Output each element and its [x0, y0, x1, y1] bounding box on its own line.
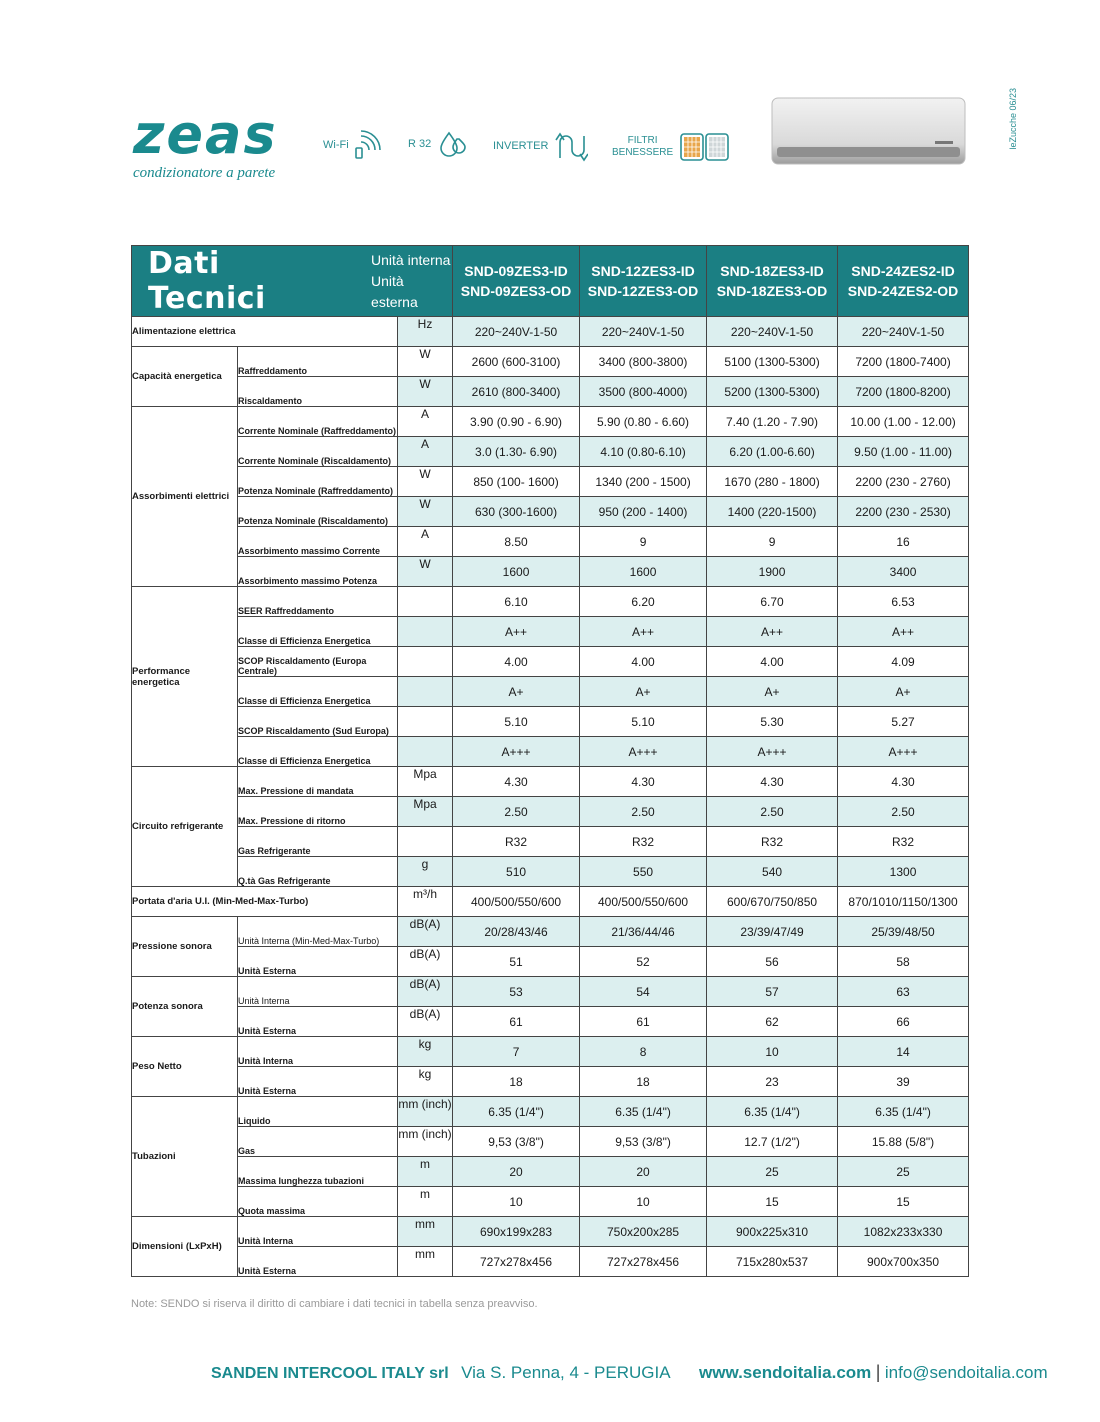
table-row — [132, 917, 969, 947]
parameter-label: Unità Esterna — [238, 947, 398, 977]
value-cell: 2.50 — [453, 797, 580, 827]
value-cell: 7 — [453, 1037, 580, 1067]
value-cell: 6.35 (1/4") — [580, 1097, 707, 1127]
value-cell: 6.35 (1/4") — [838, 1097, 969, 1127]
value-cell: 9 — [580, 527, 707, 557]
value-cell: 6.10 — [453, 587, 580, 617]
feature-wifi — [323, 130, 381, 160]
parameter-label: Classe di Efficienza Energetica — [238, 617, 398, 647]
feature-wifi-label: Wi-Fi — [323, 139, 349, 151]
unit-cell: mm (inch) — [398, 1127, 453, 1157]
unit-cell — [398, 587, 453, 617]
parameter-label: Potenza Nominale (Raffreddamento) — [238, 467, 398, 497]
value-cell: 4.00 — [707, 647, 838, 677]
value-cell: 8 — [580, 1037, 707, 1067]
value-cell: 2.50 — [838, 797, 969, 827]
value-cell: 630 (300-1600) — [453, 497, 580, 527]
parameter-label: Assorbimento massimo Potenza — [238, 557, 398, 587]
value-cell: 1340 (200 - 1500) — [580, 467, 707, 497]
table-row — [132, 1097, 969, 1127]
unit-cell: dB(A) — [398, 1007, 453, 1037]
value-cell: 6.35 (1/4") — [453, 1097, 580, 1127]
value-cell: 5100 (1300-5300) — [707, 347, 838, 377]
value-cell: 21/36/44/46 — [580, 917, 707, 947]
brand-logo: zeas — [133, 103, 278, 166]
category-label: Portata d'aria U.I. (Min-Med-Max-Turbo) — [132, 887, 398, 917]
footer — [211, 1362, 1048, 1383]
value-cell: 20 — [580, 1157, 707, 1187]
table-row — [132, 677, 969, 707]
unit-cell: dB(A) — [398, 947, 453, 977]
unit-cell: dB(A) — [398, 917, 453, 947]
value-cell: A+ — [453, 677, 580, 707]
value-cell: 25 — [707, 1157, 838, 1187]
value-cell: A++ — [453, 617, 580, 647]
table-row — [132, 857, 969, 887]
value-cell: 9.50 (1.00 - 11.00) — [838, 437, 969, 467]
parameter-label: Unità Interna (Min-Med-Max-Turbo) — [238, 917, 398, 947]
feature-inverter-label: INVERTER — [493, 140, 549, 152]
value-cell: 51 — [453, 947, 580, 977]
feature-r32-label: R 32 — [408, 138, 432, 150]
table-row — [132, 1127, 969, 1157]
value-cell: 63 — [838, 977, 969, 1007]
unit-cell: W — [398, 467, 453, 497]
value-cell: 5.10 — [453, 707, 580, 737]
value-cell: 14 — [838, 1037, 969, 1067]
unit-cell: m — [398, 1157, 453, 1187]
value-cell: 220~240V-1-50 — [838, 317, 969, 347]
parameter-label: Massima lunghezza tubazioni — [238, 1157, 398, 1187]
value-cell: 9,53 (3/8") — [580, 1127, 707, 1157]
unit-cell: W — [398, 497, 453, 527]
document-code: leZucche 06/23 — [1008, 88, 1018, 150]
model-id: SND-24ZES2-ID — [851, 263, 955, 279]
parameter-label: Max. Pressione di mandata — [238, 767, 398, 797]
footer-company: SANDEN INTERCOOL ITALY srl — [211, 1365, 449, 1382]
category-label: Alimentazione elettrica — [132, 317, 398, 347]
unit-cell — [398, 827, 453, 857]
value-cell: 1300 — [838, 857, 969, 887]
table-row — [132, 1157, 969, 1187]
parameter-label: SCOP Riscaldamento (Sud Europa) — [238, 707, 398, 737]
value-cell: 220~240V-1-50 — [707, 317, 838, 347]
unit-cell: kg — [398, 1067, 453, 1097]
category-label: Assorbimenti elettrici — [132, 407, 238, 587]
category-label: Capacità energetica — [132, 347, 238, 407]
parameter-label: Potenza Nominale (Riscaldamento) — [238, 497, 398, 527]
value-cell: 6.70 — [707, 587, 838, 617]
value-cell: 16 — [838, 527, 969, 557]
unit-cell — [398, 617, 453, 647]
unit-cell: m³/h — [398, 887, 453, 917]
value-cell: 690x199x283 — [453, 1217, 580, 1247]
table-row — [132, 587, 969, 617]
parameter-label: Unità Esterna — [238, 1247, 398, 1277]
unit-cell: mm — [398, 1217, 453, 1247]
parameter-label: Unità Interna — [238, 977, 398, 1007]
value-cell: 1600 — [453, 557, 580, 587]
footer-email-link[interactable]: info@sendoitalia.com — [884, 1363, 1048, 1382]
model-header — [453, 246, 580, 317]
value-cell: 3500 (800-4000) — [580, 377, 707, 407]
disclaimer-note: Note: SENDO si riserva il diritto di cambiare i dati tecnici in tabella senza preavviso. — [131, 1298, 538, 1310]
unit-cell: Mpa — [398, 797, 453, 827]
value-cell: 25 — [838, 1157, 969, 1187]
model-header — [707, 246, 838, 317]
parameter-label: Unità Interna — [238, 1217, 398, 1247]
value-cell: 2.50 — [580, 797, 707, 827]
value-cell: 7.40 (1.20 - 7.90) — [707, 407, 838, 437]
value-cell: 400/500/550/600 — [580, 887, 707, 917]
feature-r32 — [408, 130, 469, 158]
table-row — [132, 377, 969, 407]
value-cell: 5.30 — [707, 707, 838, 737]
category-label: Pressione sonora — [132, 917, 238, 977]
parameter-label: SCOP Riscaldamento (Europa Centrale) — [238, 647, 398, 677]
value-cell: 2200 (230 - 2760) — [838, 467, 969, 497]
table-row — [132, 527, 969, 557]
value-cell: 2.50 — [707, 797, 838, 827]
table-row — [132, 737, 969, 767]
table-row — [132, 317, 969, 347]
value-cell: 1400 (220-1500) — [707, 497, 838, 527]
value-cell: R32 — [838, 827, 969, 857]
parameter-label: Raffreddamento — [238, 347, 398, 377]
value-cell: 715x280x537 — [707, 1247, 838, 1277]
category-label: Performance energetica — [132, 587, 238, 767]
model-od: SND-09ZES3-OD — [460, 283, 572, 299]
parameter-label: Classe di Efficienza Energetica — [238, 677, 398, 707]
value-cell: 950 (200 - 1400) — [580, 497, 707, 527]
value-cell: 9 — [707, 527, 838, 557]
table-row — [132, 617, 969, 647]
table-row — [132, 437, 969, 467]
unit-cell — [398, 647, 453, 677]
feature-inverter — [493, 130, 588, 162]
unit-cell: Hz — [398, 317, 453, 347]
unit-cell: A — [398, 527, 453, 557]
feature-benessere-label: BENESSERE — [612, 147, 674, 158]
category-label: Peso Netto — [132, 1037, 238, 1097]
unit-cell: kg — [398, 1037, 453, 1067]
category-label: Circuito refrigerante — [132, 767, 238, 887]
table-row — [132, 1217, 969, 1247]
value-cell: 750x200x285 — [580, 1217, 707, 1247]
value-cell: 53 — [453, 977, 580, 1007]
unit-cell: W — [398, 347, 453, 377]
value-cell: 20/28/43/46 — [453, 917, 580, 947]
unit-cell: A — [398, 437, 453, 467]
value-cell: 727x278x456 — [453, 1247, 580, 1277]
parameter-label: Unità Esterna — [238, 1067, 398, 1097]
value-cell: 23/39/47/49 — [707, 917, 838, 947]
footer-address: Via S. Penna, 4 - PERUGIA — [461, 1363, 671, 1382]
parameter-label: Gas Refrigerante — [238, 827, 398, 857]
value-cell: 2600 (600-3100) — [453, 347, 580, 377]
table-header — [132, 246, 969, 317]
parameter-label: Quota massima — [238, 1187, 398, 1217]
value-cell: 18 — [453, 1067, 580, 1097]
value-cell: 1082x233x330 — [838, 1217, 969, 1247]
value-cell: 4.30 — [707, 767, 838, 797]
value-cell: 5200 (1300-5300) — [707, 377, 838, 407]
inverter-arrows-icon — [554, 130, 588, 162]
value-cell: 850 (100- 1600) — [453, 467, 580, 497]
table-row — [132, 977, 969, 1007]
value-cell: 25/39/48/50 — [838, 917, 969, 947]
value-cell: 727x278x456 — [580, 1247, 707, 1277]
unit-cell — [398, 677, 453, 707]
unit-cell — [398, 707, 453, 737]
value-cell: 870/1010/1150/1300 — [838, 887, 969, 917]
filter-icon — [679, 130, 731, 164]
parameter-label: Corrente Nominale (Riscaldamento) — [238, 437, 398, 467]
table-row — [132, 347, 969, 377]
table-row — [132, 947, 969, 977]
table-row — [132, 1007, 969, 1037]
value-cell: 18 — [580, 1067, 707, 1097]
value-cell: 15.88 (5/8") — [838, 1127, 969, 1157]
value-cell: 58 — [838, 947, 969, 977]
table-row — [132, 497, 969, 527]
value-cell: 220~240V-1-50 — [580, 317, 707, 347]
model-od: SND-24ZES2-OD — [847, 283, 959, 299]
table-row — [132, 707, 969, 737]
value-cell: A+++ — [838, 737, 969, 767]
unit-cell: Mpa — [398, 767, 453, 797]
parameter-label: Unità Esterna — [238, 1007, 398, 1037]
table-row — [132, 407, 969, 437]
footer-website-link[interactable]: www.sendoitalia.com — [699, 1363, 872, 1382]
subtitle-indoor: Unità interna — [371, 251, 451, 268]
value-cell: 4.00 — [580, 647, 707, 677]
unit-cell: A — [398, 407, 453, 437]
value-cell: 61 — [580, 1007, 707, 1037]
footer-separator: | — [875, 1362, 881, 1382]
parameter-label: Gas — [238, 1127, 398, 1157]
value-cell: A++ — [707, 617, 838, 647]
table-row — [132, 767, 969, 797]
table-row — [132, 557, 969, 587]
value-cell: 4.10 (0.80-6.10) — [580, 437, 707, 467]
value-cell: 540 — [707, 857, 838, 887]
value-cell: 510 — [453, 857, 580, 887]
value-cell: 23 — [707, 1067, 838, 1097]
value-cell: 61 — [453, 1007, 580, 1037]
parameter-label: SEER Raffreddamento — [238, 587, 398, 617]
category-label: Tubazioni — [132, 1097, 238, 1217]
value-cell: 3.0 (1.30- 6.90) — [453, 437, 580, 467]
value-cell: A++ — [838, 617, 969, 647]
value-cell: 56 — [707, 947, 838, 977]
value-cell: 1900 — [707, 557, 838, 587]
value-cell: 15 — [838, 1187, 969, 1217]
table-title: Dati Tecnici — [148, 246, 266, 316]
value-cell: 220~240V-1-50 — [453, 317, 580, 347]
value-cell: 10.00 (1.00 - 12.00) — [838, 407, 969, 437]
model-id: SND-18ZES3-ID — [720, 263, 824, 279]
wifi-icon — [355, 130, 381, 160]
model-header — [580, 246, 707, 317]
model-od: SND-12ZES3-OD — [587, 283, 699, 299]
model-od: SND-18ZES3-OD — [716, 283, 828, 299]
category-label: Potenza sonora — [132, 977, 238, 1037]
value-cell: 20 — [453, 1157, 580, 1187]
parameter-label: Q.tà Gas Refrigerante — [238, 857, 398, 887]
value-cell: R32 — [453, 827, 580, 857]
value-cell: 5.90 (0.80 - 6.60) — [580, 407, 707, 437]
unit-cell: mm (inch) — [398, 1097, 453, 1127]
value-cell: 4.00 — [453, 647, 580, 677]
value-cell: 2200 (230 - 2530) — [838, 497, 969, 527]
value-cell: 62 — [707, 1007, 838, 1037]
value-cell: 12.7 (1/2") — [707, 1127, 838, 1157]
value-cell: 57 — [707, 977, 838, 1007]
value-cell: 1600 — [580, 557, 707, 587]
value-cell: 66 — [838, 1007, 969, 1037]
value-cell: 550 — [580, 857, 707, 887]
category-label: Dimensioni (LxPxH) — [132, 1217, 238, 1277]
value-cell: 600/670/750/850 — [707, 887, 838, 917]
value-cell: 4.09 — [838, 647, 969, 677]
table-row — [132, 887, 969, 917]
value-cell: A+ — [838, 677, 969, 707]
value-cell: 7200 (1800-7400) — [838, 347, 969, 377]
value-cell: 8.50 — [453, 527, 580, 557]
table-title-cell — [132, 246, 453, 317]
parameter-label: Max. Pressione di ritorno — [238, 797, 398, 827]
value-cell: 10 — [453, 1187, 580, 1217]
value-cell: 900x225x310 — [707, 1217, 838, 1247]
table-row — [132, 647, 969, 677]
table-row — [132, 1067, 969, 1097]
unit-cell: g — [398, 857, 453, 887]
table-row — [132, 1247, 969, 1277]
parameter-label: Unità Interna — [238, 1037, 398, 1067]
air-conditioner-image — [771, 97, 966, 165]
value-cell: 5.10 — [580, 707, 707, 737]
value-cell: 1670 (280 - 1800) — [707, 467, 838, 497]
value-cell: 54 — [580, 977, 707, 1007]
value-cell: 10 — [707, 1037, 838, 1067]
unit-cell: W — [398, 377, 453, 407]
value-cell: 10 — [580, 1187, 707, 1217]
feature-filtri-label: FILTRI — [627, 135, 658, 146]
value-cell: 4.30 — [453, 767, 580, 797]
model-id: SND-09ZES3-ID — [464, 263, 568, 279]
value-cell: 39 — [838, 1067, 969, 1097]
unit-cell: dB(A) — [398, 977, 453, 1007]
parameter-label: Classe di Efficienza Energetica — [238, 737, 398, 767]
unit-cell — [398, 737, 453, 767]
unit-cell: W — [398, 557, 453, 587]
model-header — [838, 246, 969, 317]
value-cell: 900x700x350 — [838, 1247, 969, 1277]
parameter-label: Liquido — [238, 1097, 398, 1127]
parameter-label: Riscaldamento — [238, 377, 398, 407]
table-row — [132, 467, 969, 497]
value-cell: 2610 (800-3400) — [453, 377, 580, 407]
value-cell: A+++ — [707, 737, 838, 767]
value-cell: 4.30 — [580, 767, 707, 797]
parameter-label: Corrente Nominale (Raffreddamento) — [238, 407, 398, 437]
subtitle-outdoor: Unità esterna — [371, 272, 418, 310]
value-cell: 6.35 (1/4") — [707, 1097, 838, 1127]
value-cell: 6.20 — [580, 587, 707, 617]
value-cell: 4.30 — [838, 767, 969, 797]
table-row — [132, 1037, 969, 1067]
value-cell: A++ — [580, 617, 707, 647]
spec-table — [131, 245, 969, 1277]
value-cell: 7200 (1800-8200) — [838, 377, 969, 407]
parameter-label: Assorbimento massimo Corrente — [238, 527, 398, 557]
value-cell: 3.90 (0.90 - 6.90) — [453, 407, 580, 437]
drop-icon — [437, 130, 469, 158]
value-cell: 6.20 (1.00-6.60) — [707, 437, 838, 467]
table-row — [132, 1187, 969, 1217]
model-id: SND-12ZES3-ID — [591, 263, 695, 279]
value-cell: 52 — [580, 947, 707, 977]
value-cell: 400/500/550/600 — [453, 887, 580, 917]
unit-cell: m — [398, 1187, 453, 1217]
value-cell: R32 — [580, 827, 707, 857]
value-cell: 6.53 — [838, 587, 969, 617]
table-row — [132, 797, 969, 827]
feature-filtri — [612, 130, 731, 164]
value-cell: R32 — [707, 827, 838, 857]
value-cell: A+ — [707, 677, 838, 707]
value-cell: 15 — [707, 1187, 838, 1217]
value-cell: A+ — [580, 677, 707, 707]
value-cell: 3400 — [838, 557, 969, 587]
value-cell: 3400 (800-3800) — [580, 347, 707, 377]
table-row — [132, 827, 969, 857]
brand-tagline: condizionatore a parete — [133, 165, 276, 181]
value-cell: A+++ — [453, 737, 580, 767]
value-cell: A+++ — [580, 737, 707, 767]
value-cell: 5.27 — [838, 707, 969, 737]
unit-cell: mm — [398, 1247, 453, 1277]
value-cell: 9,53 (3/8") — [453, 1127, 580, 1157]
